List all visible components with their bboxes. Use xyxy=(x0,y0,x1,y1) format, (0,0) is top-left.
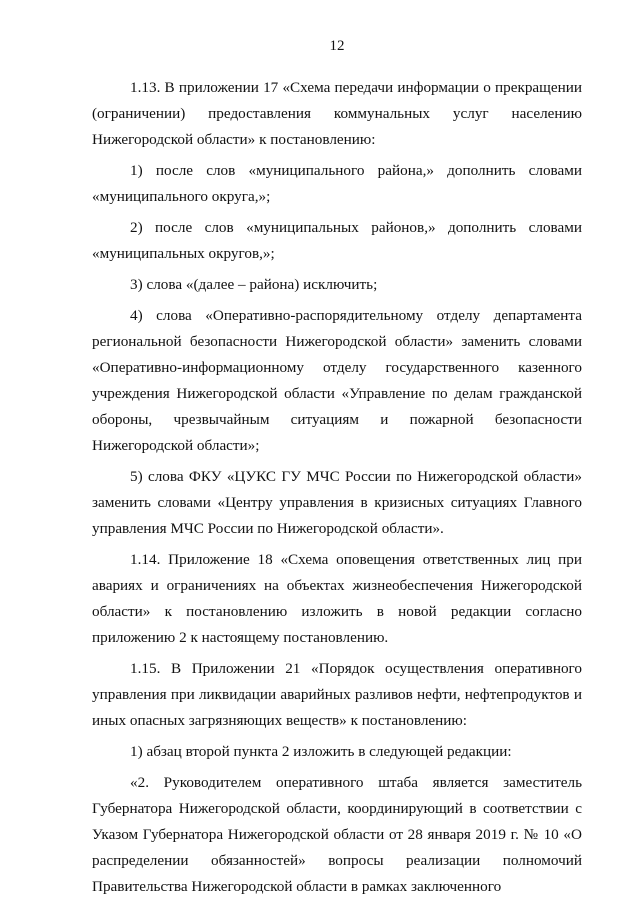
paragraph-1-15: 1.15. В Приложении 21 «Порядок осуществления оперативного управления при ликвидации аварийных разливов нефти, нефтепродуктов и иных опасных загрязняющих веществ» к постановлению: xyxy=(92,660,582,729)
page-number: 12 xyxy=(329,38,345,54)
paragraph-1-15-item-1: 1) абзац второй пункта 2 изложить в следующей редакции: xyxy=(130,743,512,760)
paragraph-item-2: 2) после слов «муниципальных районов,» дополнить словами «муниципальных округов,»; xyxy=(92,219,582,262)
paragraph-item-4: 4) слова «Оперативно-распорядительному отделу департамента региональной безопасности Нижегородской области» заменить словами «Оперативно-информационному отделу государственного казенного учреждения Нижегородской области «Управление по делам гражданской обороны, чрезвычайным ситуациям и пожарной безопасности Нижегородской области»; xyxy=(92,307,582,454)
paragraph-item-1: 1) после слов «муниципального района,» дополнить словами «муниципального округа,»; xyxy=(92,162,582,205)
paragraph-item-3: 3) слова «(далее – района) исключить; xyxy=(130,276,378,293)
paragraph-1-13: 1.13. В приложении 17 «Схема передачи информации о прекращении (ограничении) предоставления коммунальных услуг населению Нижегородской области» к постановлению: xyxy=(92,79,582,148)
paragraph-1-14: 1.14. Приложение 18 «Схема оповещения ответственных лиц при авариях и ограничениях на объектах жизнеобеспечения Нижегородской области» к постановлению изложить в новой редакции согласно приложению 2 к настоящему постановлению. xyxy=(92,551,582,646)
paragraph-quoted-item-2: «2. Руководителем оперативного штаба является заместитель Губернатора Нижегородской области, координирующий в соответствии с Указом Губернатора Нижегородской области от 28 января 2019 г. № 10 «О распределении обязанностей» вопросы реализации полномочий Правительства Нижегородской области в рамках заключенного xyxy=(92,774,582,895)
paragraph-item-5: 5) слова ФКУ «ЦУКС ГУ МЧС России по Нижегородской области» заменить словами «Центру управления в кризисных ситуациях Главного управления МЧС России по Нижегородской области». xyxy=(92,468,582,537)
